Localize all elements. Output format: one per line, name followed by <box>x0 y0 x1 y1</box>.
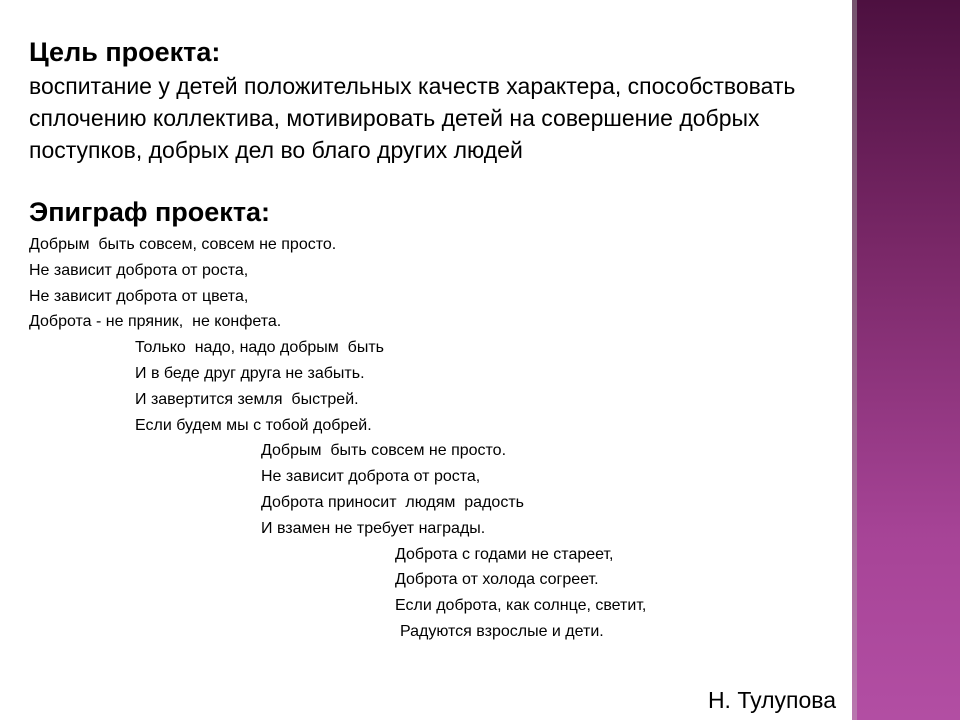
poem-line: Доброта от холода согреет. <box>395 571 599 589</box>
poem-line: Не зависит доброта от роста, <box>261 468 481 486</box>
poem-line: Не зависит доброта от роста, <box>29 261 249 279</box>
decorative-side-band <box>857 0 960 720</box>
goal-heading: Цель проекта: <box>29 37 221 67</box>
goal-text: воспитание у детей положительных качеств характера, способствовать сплочению коллектива, мотивировать детей на совершение добрых поступков, добрых дел во благо других людей <box>29 73 796 163</box>
slide-content <box>29 36 849 645</box>
poem-author: Н. Тулупова <box>707 687 836 713</box>
poem-line: Если доброта, как солнце, светит, <box>395 597 647 615</box>
epigraph-poem <box>29 232 849 645</box>
poem-line: Только надо, надо добрым быть <box>135 339 384 357</box>
poem-line: Доброта приносит людям радость <box>261 493 524 511</box>
poem-line: Добрым быть совсем не просто. <box>261 442 507 460</box>
poem-line: И в беде друг друга не забыть. <box>135 364 365 382</box>
poem-line: Не зависит доброта от цвета, <box>29 287 249 305</box>
poem-line: Добрым быть совсем, совсем не просто. <box>29 236 337 253</box>
epigraph-heading: Эпиграф проекта: <box>29 197 271 227</box>
poem-line: И завертится земля быстрей. <box>135 390 359 408</box>
poem-line: Доброта с годами не стареет, <box>395 545 614 563</box>
poem-line: И взамен не требует награды. <box>261 519 486 537</box>
poem-line: Доброта - не пряник, не конфета. <box>29 313 282 331</box>
poem-line: Радуются взрослые и дети. <box>400 622 604 640</box>
poem-line: Если будем мы с тобой добрей. <box>135 416 372 434</box>
